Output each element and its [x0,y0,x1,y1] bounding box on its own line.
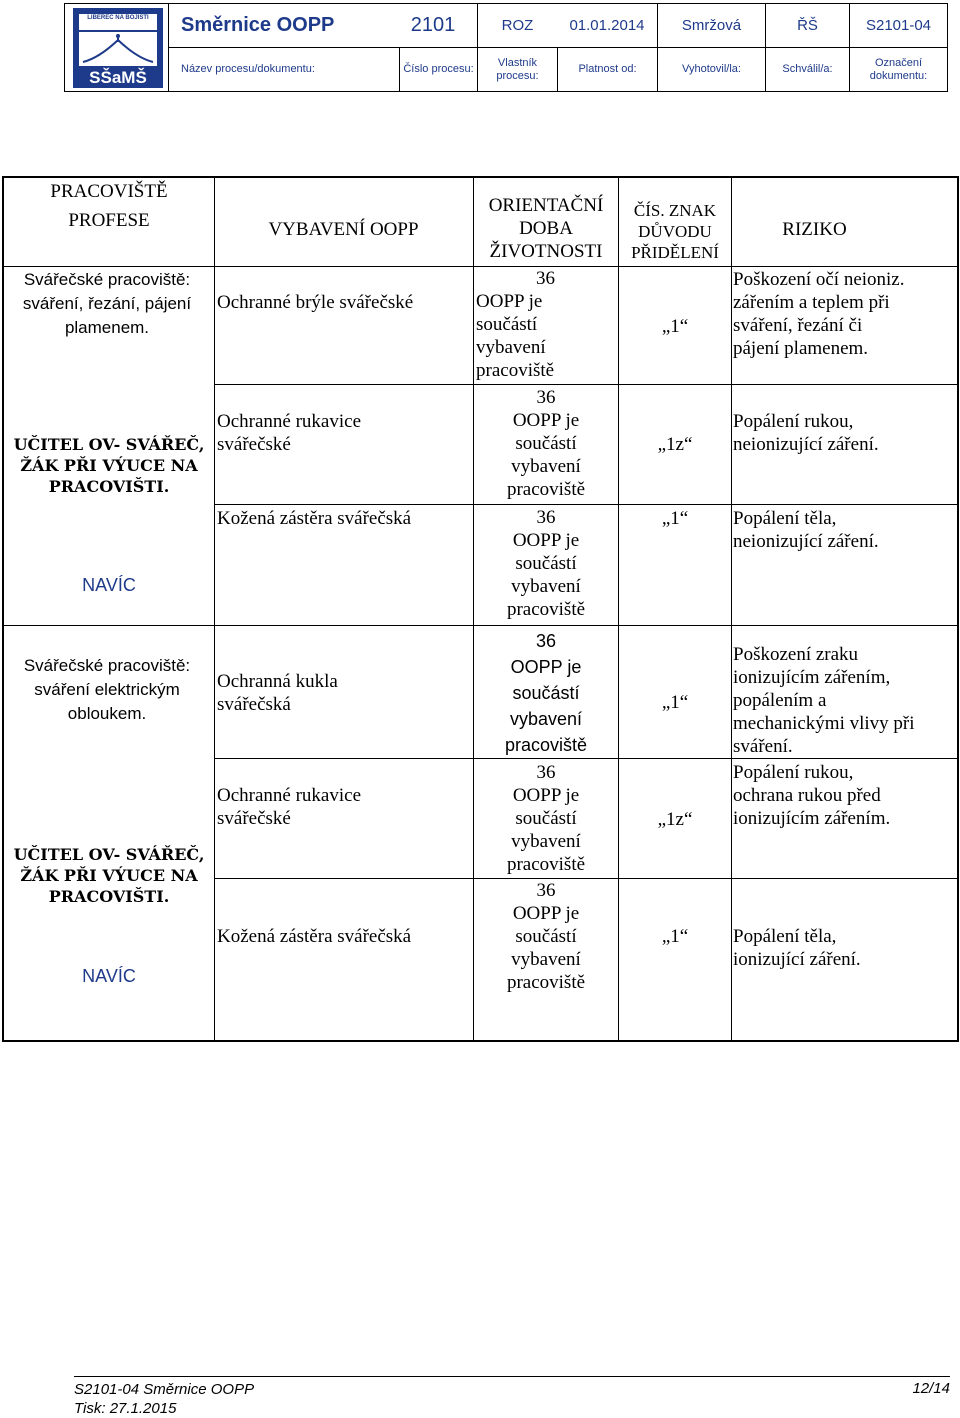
footer-print-date: Tisk: 27.1.2015 [74,1400,177,1417]
header-labels-row [169,48,947,91]
valid-from: 01.01.2014 [569,17,645,34]
school-logo [65,4,169,91]
equipment-apron-1: Kožená zástěra svářečská [217,508,412,529]
reason-row-4: „1“ [661,692,689,713]
doc-mark: S2101-04 [849,4,947,47]
header-equipment: VYBAVENÍ OOPP [268,219,419,240]
equipment-gloves-1: Ochranné rukavice svářečské [217,411,362,455]
logo-school-abbrev: SŠaMŠ [89,68,147,87]
reason-row-3: „1“ [661,508,689,529]
equipment-welding-hood: Ochranná kukla svářečská [217,671,338,715]
workplace-gas-welding: Svářečské pracoviště: sváření, řezání, pájení plamenem. [22,270,192,337]
title-label: Název procesu/dokumentu: [181,63,315,75]
equipment-apron-2: Kožená zástěra svářečská [217,926,412,947]
lifetime-row-3: 36 OOPP je součástí vybavení pracoviště [506,507,586,620]
header-lifetime: ORIENTAČNÍ DOBA ŽIVOTNOSTI [488,195,604,262]
risk-row-3: Popálení těla, neionizující záření. [733,508,879,552]
lifetime-row-2: 36 OOPP je součástí vybavení pracoviště [506,387,586,500]
reason-row-5: „1z“ [657,809,693,830]
risk-row-1: Poškození očí neioniz. zářením a teplem při sváření, řezání či pájení plamenem. [733,269,905,359]
profession-group-2: UČITEL OV- SVÁŘEČ, ŽÁK PŘI VÝUCE NA PRACOVIŠTI. [13,845,205,906]
prepared-by: Smržová [657,4,765,47]
owner-label: Vlastník procesu: [477,48,557,91]
approved-by: ŘŠ [765,4,849,47]
reason-row-1: „1“ [661,316,689,337]
mark-label: Označení dokumentu: [849,48,947,91]
extra-label-1: NAVÍC [82,575,136,595]
footer-page-number: 12/14 [912,1380,950,1397]
prepared-label: Vyhotovil/la: [657,48,765,91]
lifetime-row-6: 36 OOPP je součástí vybavení pracoviště [506,880,586,993]
lifetime-row-5: 36 OOPP je součástí vybavení pracoviště [506,762,586,875]
header-values-row [169,4,947,48]
risk-row-6: Popálení těla, ionizující záření. [733,926,861,970]
risk-row-2: Popálení rukou, neionizující záření. [733,411,879,455]
workplace-arc-welding: Svářečské pracoviště: sváření elektrickým obloukem. [23,656,191,723]
lifetime-row-1: 36 OOPP je součástí vybavení pracoviště [476,268,555,381]
header-reason: ČÍS. ZNAK DŮVODU PŘIDĚLENÍ [631,201,719,262]
risk-row-4: Poškození zraku ionizujícím zářením, popálením a mechanickými vlivy při sváření. [733,644,915,757]
logo-building-icon [79,32,157,66]
lifetime-row-4: 36 OOPP je součástí vybavení pracoviště [504,631,588,755]
footer-doc-title: S2101-04 Směrnice OOPP [74,1381,255,1398]
logo-top-text: LIBEREC NA BOJIŠTI [79,14,157,30]
page-footer [74,1376,950,1417]
number-label: Číslo procesu: [399,48,477,91]
risk-row-5: Popálení rukou, ochrana rukou před ionizujícím zářením. [733,762,891,829]
equipment-goggles: Ochranné brýle svářečské [217,292,414,313]
extra-label-2: NAVÍC [82,966,136,986]
header-risk: RIZIKO [782,219,847,240]
valid-label: Platnost od: [557,48,657,91]
doc-title: Směrnice OOPP [181,14,335,36]
oopp-table [2,176,959,1042]
process-number: 2101 [410,14,456,36]
header-workplace: PRACOVIŠTĚ PROFESE [50,181,168,231]
reason-row-6: „1“ [661,926,689,947]
approved-label: Schválil/a: [765,48,849,91]
profession-group-1: UČITEL OV- SVÁŘEČ, ŽÁK PŘI VÝUCE NA PRACOVIŠTI. [13,435,205,496]
reason-row-2: „1z“ [657,434,693,455]
document-header [64,3,948,92]
equipment-gloves-2: Ochranné rukavice svářečské [217,785,362,829]
process-owner: ROZ [477,4,557,47]
